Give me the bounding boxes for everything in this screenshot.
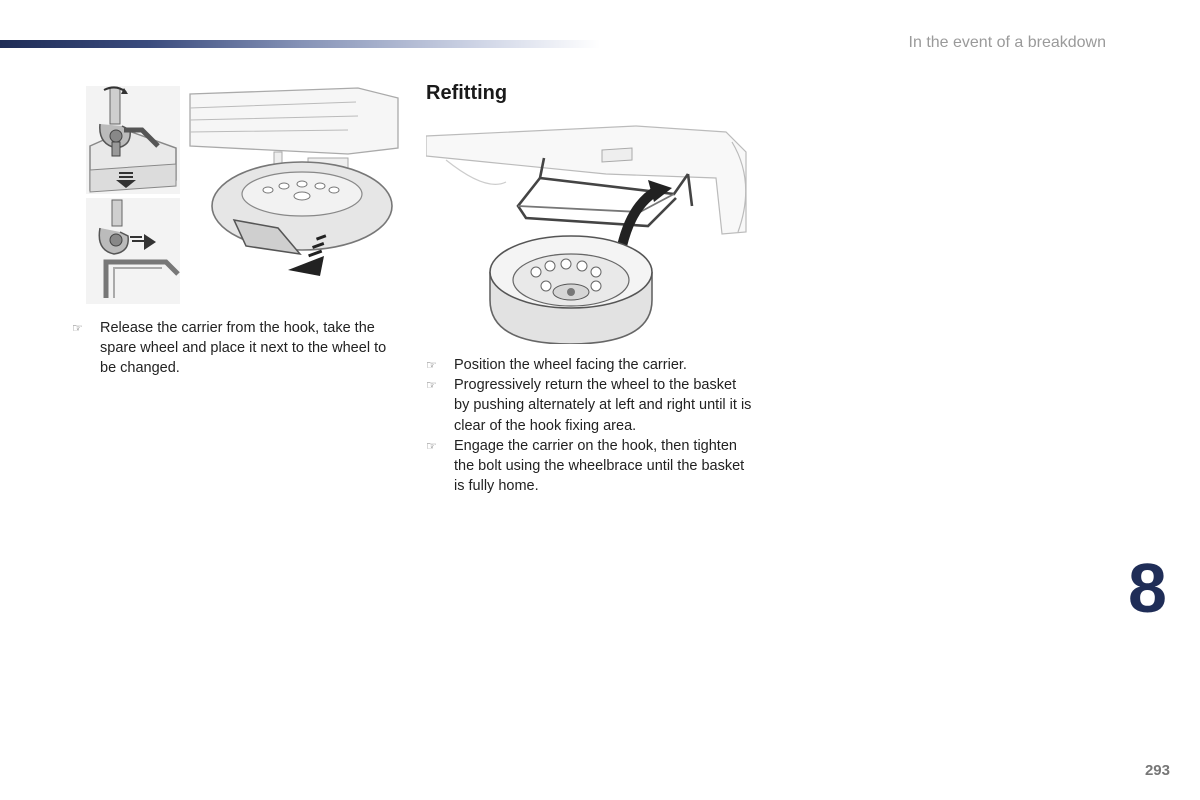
section-heading: Refitting [426, 82, 508, 104]
section-title: In the event of a breakdown [908, 34, 1106, 51]
pointing-hand-icon: ☞ [426, 438, 437, 453]
step-text: Engage the carrier on the hook, then tighten the bolt using the wheelbrace until the basket is fully home. [454, 437, 745, 495]
list-item [426, 375, 752, 436]
pointing-hand-icon: ☞ [426, 358, 437, 372]
pointing-hand-icon: ☞ [426, 378, 437, 393]
chapter-number: 8 [1128, 549, 1167, 627]
hook-release-illustration-top [86, 86, 180, 194]
step-text: Progressively return the wheel to the basket by pushing alternately at left and right until it is clear of the hook fixing area. [454, 377, 752, 434]
header-gradient-bar [0, 40, 600, 48]
left-instruction-list [72, 318, 400, 379]
refitting-wheel-illustration [426, 122, 752, 344]
spare-wheel-under-vehicle-illustration [188, 86, 400, 290]
list-item [72, 318, 400, 379]
hook-release-illustration-bottom [86, 198, 180, 304]
list-item [426, 436, 752, 497]
refitting-instruction-list [426, 355, 752, 496]
step-text: Position the wheel facing the carrier. [454, 357, 687, 373]
list-item [426, 355, 752, 375]
step-text: Release the carrier from the hook, take the spare wheel and place it next to the wheel to be changed. [100, 320, 387, 377]
page-number: 293 [1144, 762, 1170, 779]
pointing-hand-icon: ☞ [72, 321, 83, 335]
